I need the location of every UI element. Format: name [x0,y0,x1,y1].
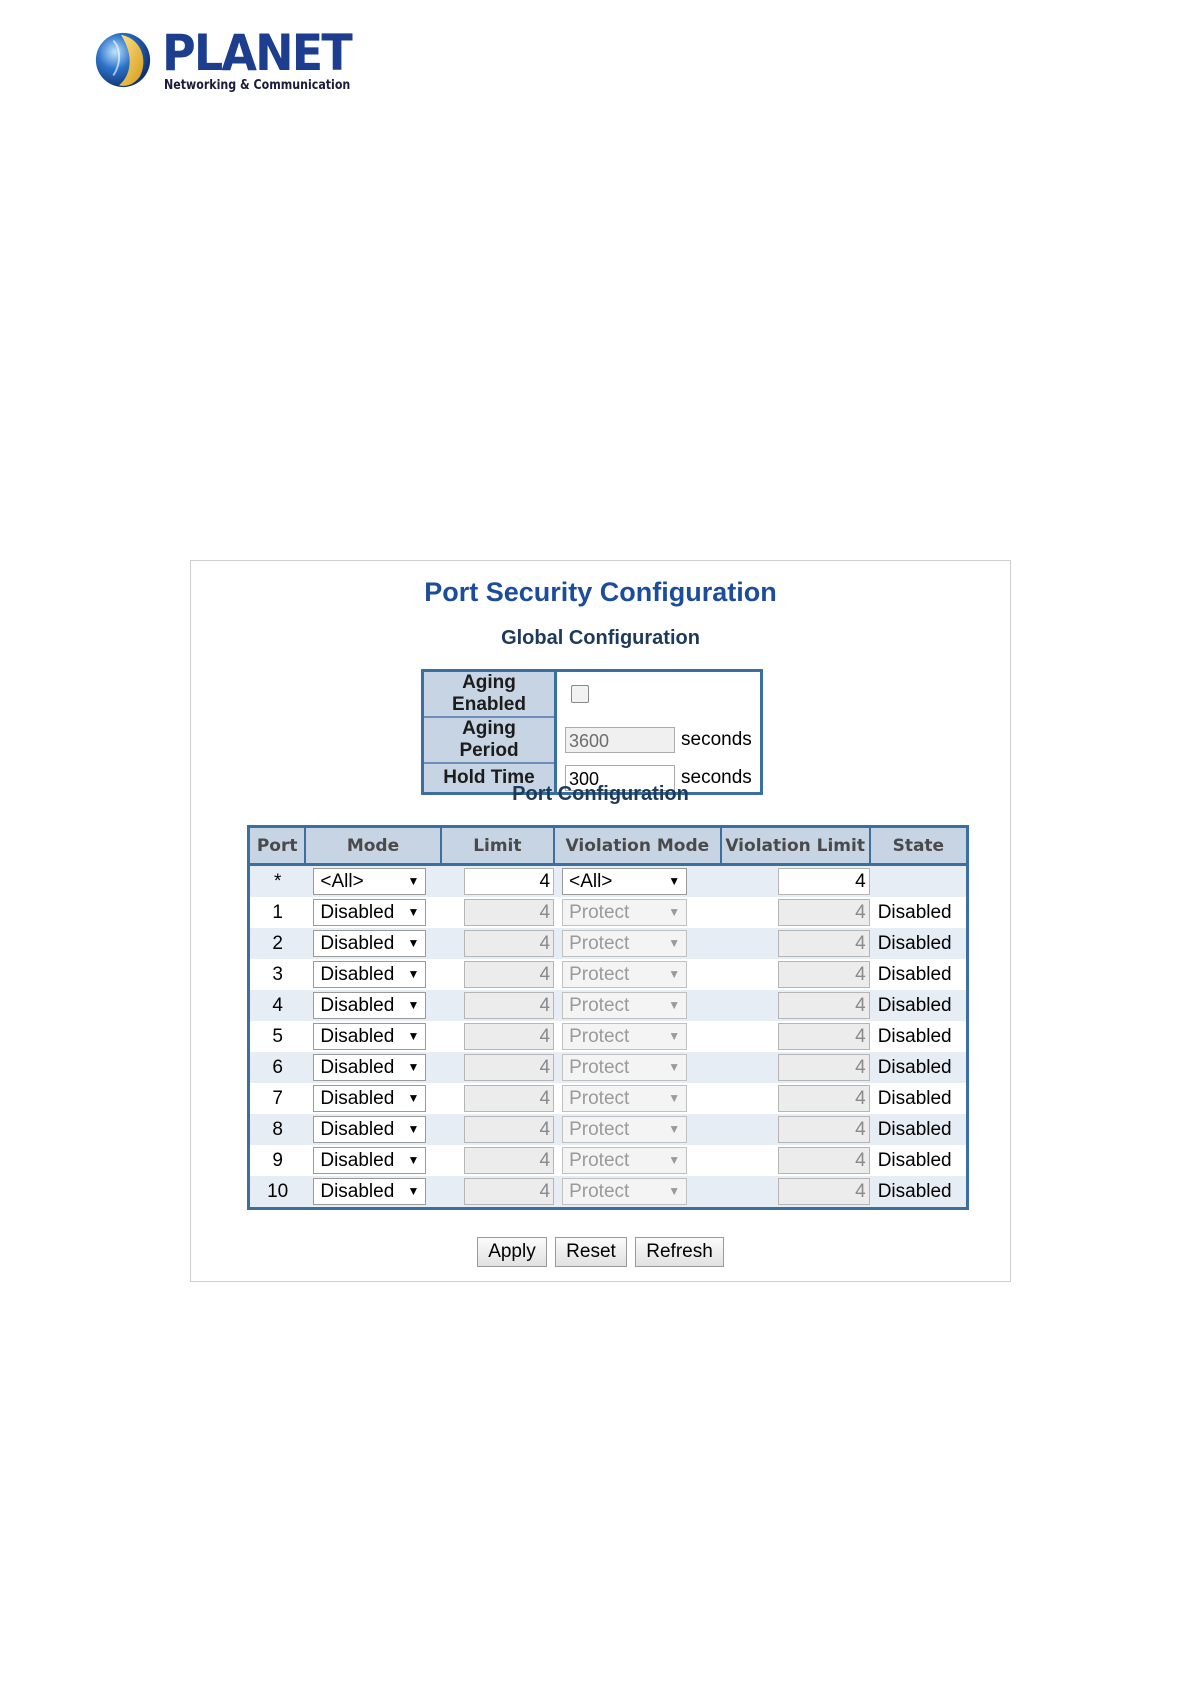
aging-period-label: Aging Period [423,717,556,763]
all-ports-row [249,865,968,898]
state-cell: Disabled [877,901,952,923]
brand-name: PLANET [162,24,351,82]
dropdown-arrow-icon: ▼ [407,1184,420,1198]
state-cell: Disabled [877,1149,952,1171]
violation-mode-select-all[interactable]: <All> ▼ [562,868,687,895]
limit-input[interactable]: 4 [464,930,554,957]
mode-select[interactable]: Disabled ▼ [313,1178,426,1205]
port-cell: 9 [272,1149,283,1171]
limit-input[interactable]: 4 [464,961,554,988]
dropdown-arrow-icon: ▼ [407,967,420,981]
dropdown-arrow-icon: ▼ [407,1091,420,1105]
col-mode: Mode [305,827,440,865]
button-bar [191,1237,1010,1267]
limit-input[interactable]: 4 [464,1116,554,1143]
global-config-table [421,669,763,795]
violation-limit-input[interactable]: 4 [778,1023,870,1050]
dropdown-arrow-icon: ▼ [668,936,681,950]
violation-mode-select[interactable]: Protect ▼ [562,1054,687,1081]
violation-mode-select[interactable]: Protect ▼ [562,1116,687,1143]
violation-limit-input[interactable]: 4 [778,992,870,1019]
col-port: Port [249,827,306,865]
mode-select[interactable]: Disabled ▼ [313,1147,426,1174]
port-cell: 6 [249,1052,306,1083]
col-state: State [870,827,968,865]
port-security-panel [190,560,1011,1282]
dropdown-arrow-icon: ▼ [668,1060,681,1074]
port-cell: 10 [249,1176,306,1209]
dropdown-arrow-icon: ▼ [668,998,681,1012]
violation-limit-input[interactable]: 4 [778,930,870,957]
port-row [249,1052,968,1083]
dropdown-arrow-icon: ▼ [668,874,681,888]
limit-input[interactable]: 4 [464,1054,554,1081]
port-row [249,1145,968,1176]
port-cell: 8 [249,1114,306,1145]
violation-mode-select[interactable]: Protect ▼ [562,1085,687,1112]
dropdown-arrow-icon: ▼ [407,1153,420,1167]
violation-mode-select[interactable]: Protect ▼ [562,899,687,926]
mode-select[interactable]: Disabled ▼ [313,992,426,1019]
state-cell: Disabled [870,1176,968,1209]
violation-mode-select[interactable]: Protect ▼ [562,992,687,1019]
port-row [249,1114,968,1145]
violation-limit-input[interactable]: 4 [778,961,870,988]
mode-select[interactable]: Disabled ▼ [313,1085,426,1112]
port-config-heading: Port Configuration [512,783,689,805]
violation-limit-input[interactable]: 4 [778,1054,870,1081]
dropdown-arrow-icon: ▼ [407,936,420,950]
dropdown-arrow-icon: ▼ [668,1029,681,1043]
port-cell: 3 [272,963,283,985]
dropdown-arrow-icon: ▼ [668,1153,681,1167]
violation-mode-select[interactable]: Protect ▼ [562,1178,687,1205]
port-cell: 7 [272,1087,283,1109]
violation-limit-input[interactable]: 4 [778,1085,870,1112]
state-cell: Disabled [870,1052,968,1083]
port-row [249,897,968,928]
violation-limit-input-all[interactable]: 4 [778,868,870,895]
port-row [249,1083,968,1114]
hold-time-label: Hold Time [423,763,556,794]
dropdown-arrow-icon: ▼ [407,998,420,1012]
planet-globe-icon [92,28,154,92]
limit-input[interactable]: 4 [464,899,554,926]
dropdown-arrow-icon: ▼ [407,905,420,919]
dropdown-arrow-icon: ▼ [668,1184,681,1198]
hold-time-unit: seconds [681,766,752,788]
violation-mode-select[interactable]: Protect ▼ [562,961,687,988]
dropdown-arrow-icon: ▼ [407,874,420,888]
refresh-button[interactable]: Refresh [635,1237,724,1267]
port-row [249,928,968,959]
planet-logo [92,24,352,98]
mode-select[interactable]: Disabled ▼ [313,1023,426,1050]
limit-input[interactable]: 4 [464,1178,554,1205]
port-cell: 4 [249,990,306,1021]
limit-input[interactable]: 4 [464,1147,554,1174]
mode-select[interactable]: Disabled ▼ [313,961,426,988]
dropdown-arrow-icon: ▼ [668,967,681,981]
port-row [249,1021,968,1052]
state-cell [870,865,968,898]
violation-limit-input[interactable]: 4 [778,1116,870,1143]
port-cell: 2 [249,928,306,959]
state-cell: Disabled [877,1025,952,1047]
mode-select[interactable]: Disabled ▼ [313,930,426,957]
violation-limit-input[interactable]: 4 [778,1147,870,1174]
violation-mode-select[interactable]: Protect ▼ [562,930,687,957]
state-cell: Disabled [870,1114,968,1145]
global-config-heading: Global Configuration [501,627,700,649]
violation-mode-select[interactable]: Protect ▼ [562,1147,687,1174]
violation-limit-input[interactable]: 4 [778,899,870,926]
aging-enabled-label: Aging Enabled [423,671,556,718]
brand-tagline: Networking & Communication [164,78,351,93]
violation-mode-select[interactable]: Protect ▼ [562,1023,687,1050]
limit-input-all[interactable]: 4 [464,868,554,895]
limit-input[interactable]: 4 [464,1023,554,1050]
mode-select-all[interactable]: <All> ▼ [313,868,426,895]
port-cell: 5 [272,1025,283,1047]
port-cell: * [249,865,306,898]
state-cell: Disabled [877,1087,952,1109]
col-violation-mode: Violation Mode [554,827,721,865]
mode-select[interactable]: Disabled ▼ [313,1054,426,1081]
mode-select[interactable]: Disabled ▼ [313,899,426,926]
port-row [249,1176,968,1209]
col-limit: Limit [441,827,554,865]
hold-time-input[interactable]: 300 [565,765,675,791]
aging-period-unit: seconds [681,729,752,750]
dropdown-arrow-icon: ▼ [407,1029,420,1043]
dropdown-arrow-icon: ▼ [407,1060,420,1074]
port-row [249,959,968,990]
violation-limit-input[interactable]: 4 [778,1178,870,1205]
limit-input[interactable]: 4 [464,1085,554,1112]
state-cell: Disabled [870,990,968,1021]
port-config-table [247,825,969,1210]
mode-select[interactable]: Disabled ▼ [313,1116,426,1143]
aging-period-input[interactable]: 3600 [565,727,675,753]
apply-button[interactable]: Apply [477,1237,547,1267]
dropdown-arrow-icon: ▼ [668,1122,681,1136]
state-cell: Disabled [877,963,952,985]
dropdown-arrow-icon: ▼ [668,1091,681,1105]
state-cell: Disabled [870,928,968,959]
aging-enabled-checkbox[interactable] [571,685,589,703]
page-title: Port Security Configuration [424,577,777,607]
dropdown-arrow-icon: ▼ [407,1122,420,1136]
limit-input[interactable]: 4 [464,992,554,1019]
col-violation-limit: Violation Limit [721,827,870,865]
dropdown-arrow-icon: ▼ [668,905,681,919]
port-cell: 1 [272,901,283,923]
reset-button[interactable]: Reset [555,1237,627,1267]
port-row [249,990,968,1021]
